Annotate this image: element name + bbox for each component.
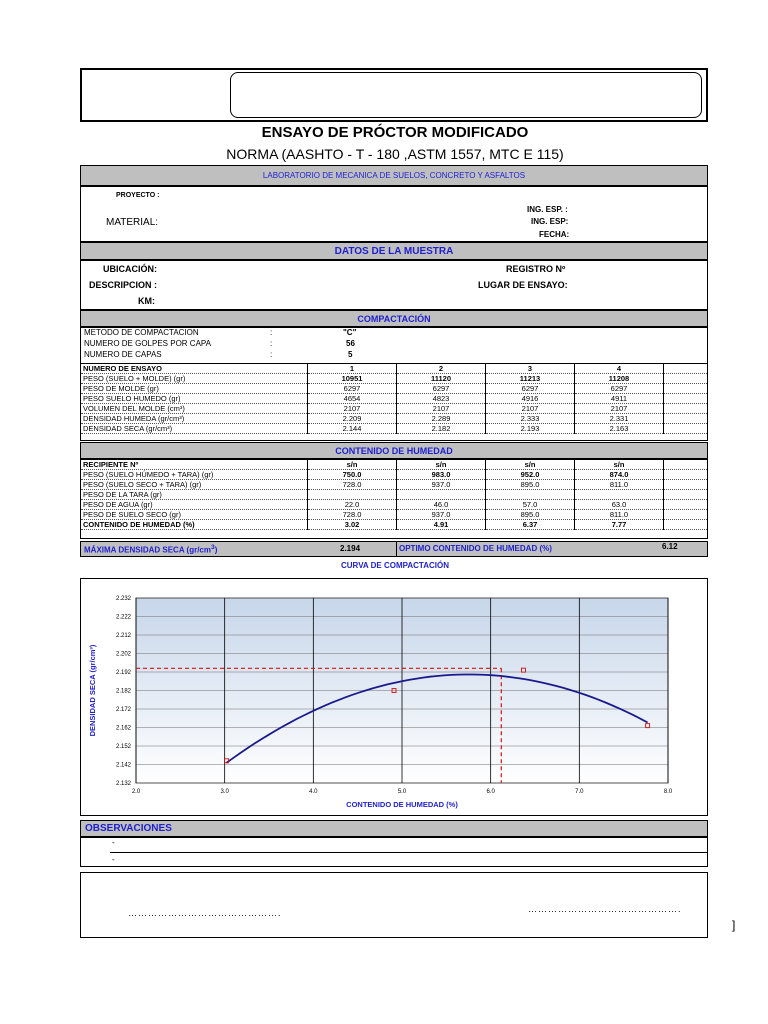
compactacion-cell: 6297 <box>575 384 664 394</box>
compactacion-cell: 4916 <box>486 394 575 404</box>
proyecto-label: PROYECTO : <box>116 192 160 199</box>
observaciones-line <box>110 852 708 853</box>
humedad-title: CONTENIDO DE HUMEDAD <box>335 446 453 456</box>
humedad-row-label: PESO (SUELO SECO + TARA) (gr) <box>81 480 308 490</box>
humedad-spacer-cell <box>664 510 708 520</box>
descripcion-label: DESCRIPCION : <box>89 280 158 290</box>
y-tick-label: 2.232 <box>115 596 131 602</box>
humedad-spacer-cell <box>664 500 708 510</box>
humedad-row <box>81 520 707 530</box>
compactacion-cell: 2107 <box>575 404 664 414</box>
compactacion-title: COMPACTACIÓN <box>357 314 431 324</box>
lab-band <box>80 165 708 186</box>
compactacion-band <box>80 310 708 327</box>
humedad-row <box>81 500 707 510</box>
humedad-spacer-cell <box>664 460 708 470</box>
humedad-cell: 22.0 <box>308 500 397 510</box>
compactacion-cell: 11120 <box>397 374 486 384</box>
y-tick-label: 2.222 <box>115 614 131 621</box>
humedad-row-label: PESO DE SUELO SECO (gr) <box>81 510 308 520</box>
compactacion-row <box>81 384 707 394</box>
compactacion-cell: 2.289 <box>397 414 486 424</box>
compactacion-spacer-cell <box>664 394 708 404</box>
humedad-band <box>80 442 708 459</box>
y-tick-label: 2.142 <box>115 762 131 769</box>
humedad-row <box>81 490 707 500</box>
x-axis-label: CONTENIDO DE HUMEDAD (%) <box>346 800 458 809</box>
x-tick-label: 3.0 <box>220 789 229 795</box>
humedad-spacer-cell <box>664 490 708 500</box>
compactacion-row <box>81 424 707 434</box>
och-value: 6.12 <box>662 542 678 551</box>
humedad-cell: 874.0 <box>575 470 664 480</box>
compactacion-cell: 2107 <box>397 404 486 414</box>
compactacion-row-label: PESO DE MOLDE (gr) <box>81 384 308 394</box>
muestra-band <box>80 242 708 260</box>
humedad-cell <box>397 490 486 500</box>
compactacion-cell: 4823 <box>397 394 486 404</box>
y-axis-label: DENSIDAD SECA (gr/cm³) <box>88 644 97 737</box>
humedad-cell: s/n <box>308 460 397 470</box>
humedad-cell: 3.02 <box>308 520 397 530</box>
observaciones-line-1: - <box>112 838 115 847</box>
metodo-label: METODO DE COMPACTACION <box>84 328 199 337</box>
compactacion-row-label: DENSIDAD SECA (gr/cm³) <box>81 424 308 434</box>
compactacion-cell: 6297 <box>486 384 575 394</box>
humedad-cell: 4.91 <box>397 520 486 530</box>
golpes-colon: : <box>270 339 273 348</box>
compactacion-cell: 2.144 <box>308 424 397 434</box>
info-block <box>80 186 708 242</box>
compactacion-row-label: PESO SUELO HUMEDO (gr) <box>81 394 308 404</box>
humedad-cell <box>486 490 575 500</box>
muestra-title: DATOS DE LA MUESTRA <box>334 246 454 257</box>
compactacion-cell: 6297 <box>397 384 486 394</box>
muestra-block <box>80 260 708 310</box>
compactacion-spacer-cell <box>664 384 708 394</box>
humedad-row <box>81 510 707 520</box>
compactacion-spacer-cell <box>664 364 708 374</box>
compactacion-spacer-cell <box>664 374 708 384</box>
y-tick-label: 2.192 <box>115 670 131 676</box>
compactacion-cell: 2.163 <box>575 424 664 434</box>
y-tick-label: 2.212 <box>115 633 131 639</box>
humedad-cell: 983.0 <box>397 470 486 480</box>
compactacion-cell: 2.209 <box>308 414 397 424</box>
humedad-cell: 750.0 <box>308 470 397 480</box>
compactacion-cell: 11208 <box>575 374 664 384</box>
compactacion-spacer-cell <box>664 424 708 434</box>
compactacion-row-label: DENSIDAD HUMEDA (gr/cm³) <box>81 414 308 424</box>
observaciones-title: OBSERVACIONES <box>85 823 172 834</box>
observaciones-band <box>80 820 708 837</box>
compactacion-cell: 2107 <box>486 404 575 414</box>
compactacion-cell: 10951 <box>308 374 397 384</box>
compactacion-spacer-cell <box>664 404 708 414</box>
registro-label: REGISTRO Nº <box>506 264 566 274</box>
golpes-value: 56 <box>346 339 355 348</box>
compactacion-row <box>81 394 707 404</box>
compactacion-row <box>81 414 707 424</box>
humedad-cell: 46.0 <box>397 500 486 510</box>
x-tick-label: 6.0 <box>486 789 495 795</box>
compactacion-cell: 2.193 <box>486 424 575 434</box>
humedad-cell: 895.0 <box>486 510 575 520</box>
closing-bracket: ] <box>732 918 736 932</box>
y-tick-label: 2.152 <box>115 744 131 750</box>
lugar-ensayo-label: LUGAR DE ENSAYO: <box>478 280 568 290</box>
capas-value: 5 <box>348 350 353 359</box>
page-title: ENSAYO DE PRÓCTOR MODIFICADO <box>261 124 529 141</box>
humedad-cell: 63.0 <box>575 500 664 510</box>
ing-esp-label-1: ING. ESP. : <box>527 205 568 214</box>
humedad-row-label: PESO DE AGUA (gr) <box>81 500 308 510</box>
humedad-cell: s/n <box>397 460 486 470</box>
compactacion-cell: 4911 <box>575 394 664 404</box>
capas-label: NUMERO DE CAPAS <box>84 350 162 359</box>
chart-title: CURVA DE COMPACTACIÓN <box>341 561 449 570</box>
capas-colon: : <box>270 350 273 359</box>
logo-placeholder-box <box>230 72 702 118</box>
humedad-spacer-cell <box>664 470 708 480</box>
humedad-cell: 7.77 <box>575 520 664 530</box>
y-tick-label: 2.202 <box>115 651 131 658</box>
compactacion-cell: 4654 <box>308 394 397 404</box>
compactacion-spacer-cell <box>664 414 708 424</box>
humedad-row-label: CONTENIDO DE HUMEDAD (%) <box>81 520 308 530</box>
humedad-row <box>81 460 707 470</box>
humedad-cell: s/n <box>575 460 664 470</box>
compactacion-row-label: NUMERO DE ENSAYO <box>81 364 308 374</box>
compactacion-cell: 1 <box>308 364 397 374</box>
resultados-divider <box>396 541 397 557</box>
compactacion-row-label: VOLUMEN DEL MOLDE (cm³) <box>81 404 308 414</box>
compactacion-row-label: PESO (SUELO + MOLDE) (gr) <box>81 374 308 384</box>
compactacion-cell: 2 <box>397 364 486 374</box>
page-subtitle: NORMA (AASHTO - T - 180 ,ASTM 1557, MTC E 115) <box>226 146 564 162</box>
compactacion-cell: 3 <box>486 364 575 374</box>
humedad-row-label: RECIPIENTE Nº <box>81 460 308 470</box>
humedad-cell: 811.0 <box>575 510 664 520</box>
ing-esp-label-2: ING. ESP: <box>531 217 569 226</box>
compactacion-cell: 4 <box>575 364 664 374</box>
humedad-row-label: PESO DE LA TARA (gr) <box>81 490 308 500</box>
compactacion-cell: 2.331 <box>575 414 664 424</box>
material-label: MATERIAL: <box>106 217 159 228</box>
humedad-spacer-cell <box>664 480 708 490</box>
x-tick-label: 5.0 <box>397 789 407 795</box>
compactacion-cell: 2107 <box>308 404 397 414</box>
x-tick-label: 7.0 <box>575 789 584 795</box>
lab-label: LABORATORIO DE MECANICA DE SUELOS, CONCRETO Y ASFALTOS <box>262 171 526 180</box>
y-tick-label: 2.172 <box>115 707 131 713</box>
humedad-cell: 952.0 <box>486 470 575 480</box>
humedad-row <box>81 470 707 480</box>
metodo-colon: : <box>270 328 273 337</box>
y-tick-label: 2.182 <box>115 688 131 695</box>
compaction-chart <box>80 578 708 816</box>
observaciones-line-2: - <box>112 855 115 864</box>
mds-label: MÁXIMA DENSIDAD SECA $(gr/cm^3)$ <box>84 544 218 555</box>
compactacion-cell: 2.333 <box>486 414 575 424</box>
signature-line-right: ………………………………………. <box>528 904 682 914</box>
golpes-label: NUMERO DE GOLPES POR CAPA <box>84 339 211 348</box>
humedad-cell: s/n <box>486 460 575 470</box>
humedad-cell <box>575 490 664 500</box>
mds-value: 2.194 <box>340 544 361 553</box>
km-label: KM: <box>138 296 155 306</box>
humedad-cell: 811.0 <box>575 480 664 490</box>
compactacion-row <box>81 374 707 384</box>
humedad-cell <box>308 490 397 500</box>
x-tick-label: 4.0 <box>309 789 318 795</box>
humedad-cell: 728.0 <box>308 510 397 520</box>
humedad-spacer-cell <box>664 520 708 530</box>
ubicacion-label: UBICACIÓN: <box>103 264 157 274</box>
humedad-row-label: PESO (SUELO HÚMEDO + TARA) (gr) <box>81 470 308 480</box>
signature-line-left: ………………………………………. <box>128 908 282 918</box>
compactacion-cell: 6297 <box>308 384 397 394</box>
metodo-value: "C" <box>343 328 357 337</box>
humedad-cell: 57.0 <box>486 500 575 510</box>
humedad-cell: 937.0 <box>397 510 486 520</box>
humedad-table <box>81 460 707 530</box>
y-tick-label: 2.132 <box>115 781 131 787</box>
humedad-cell: 895.0 <box>486 480 575 490</box>
compactacion-cell: 2.182 <box>397 424 486 434</box>
compactacion-row <box>81 404 707 414</box>
humedad-cell: 937.0 <box>397 480 486 490</box>
humedad-cell: 728.0 <box>308 480 397 490</box>
compactacion-table <box>81 363 707 434</box>
humedad-row <box>81 480 707 490</box>
och-label: OPTIMO CONTENIDO DE HUMEDAD (%) <box>399 544 552 553</box>
y-tick-label: 2.162 <box>115 725 131 732</box>
fecha-label: FECHA: <box>539 230 570 239</box>
compactacion-row <box>81 364 707 374</box>
compactacion-cell: 11213 <box>486 374 575 384</box>
x-tick-label: 8.0 <box>663 789 673 795</box>
x-tick-label: 2.0 <box>131 789 141 795</box>
humedad-cell: 6.37 <box>486 520 575 530</box>
